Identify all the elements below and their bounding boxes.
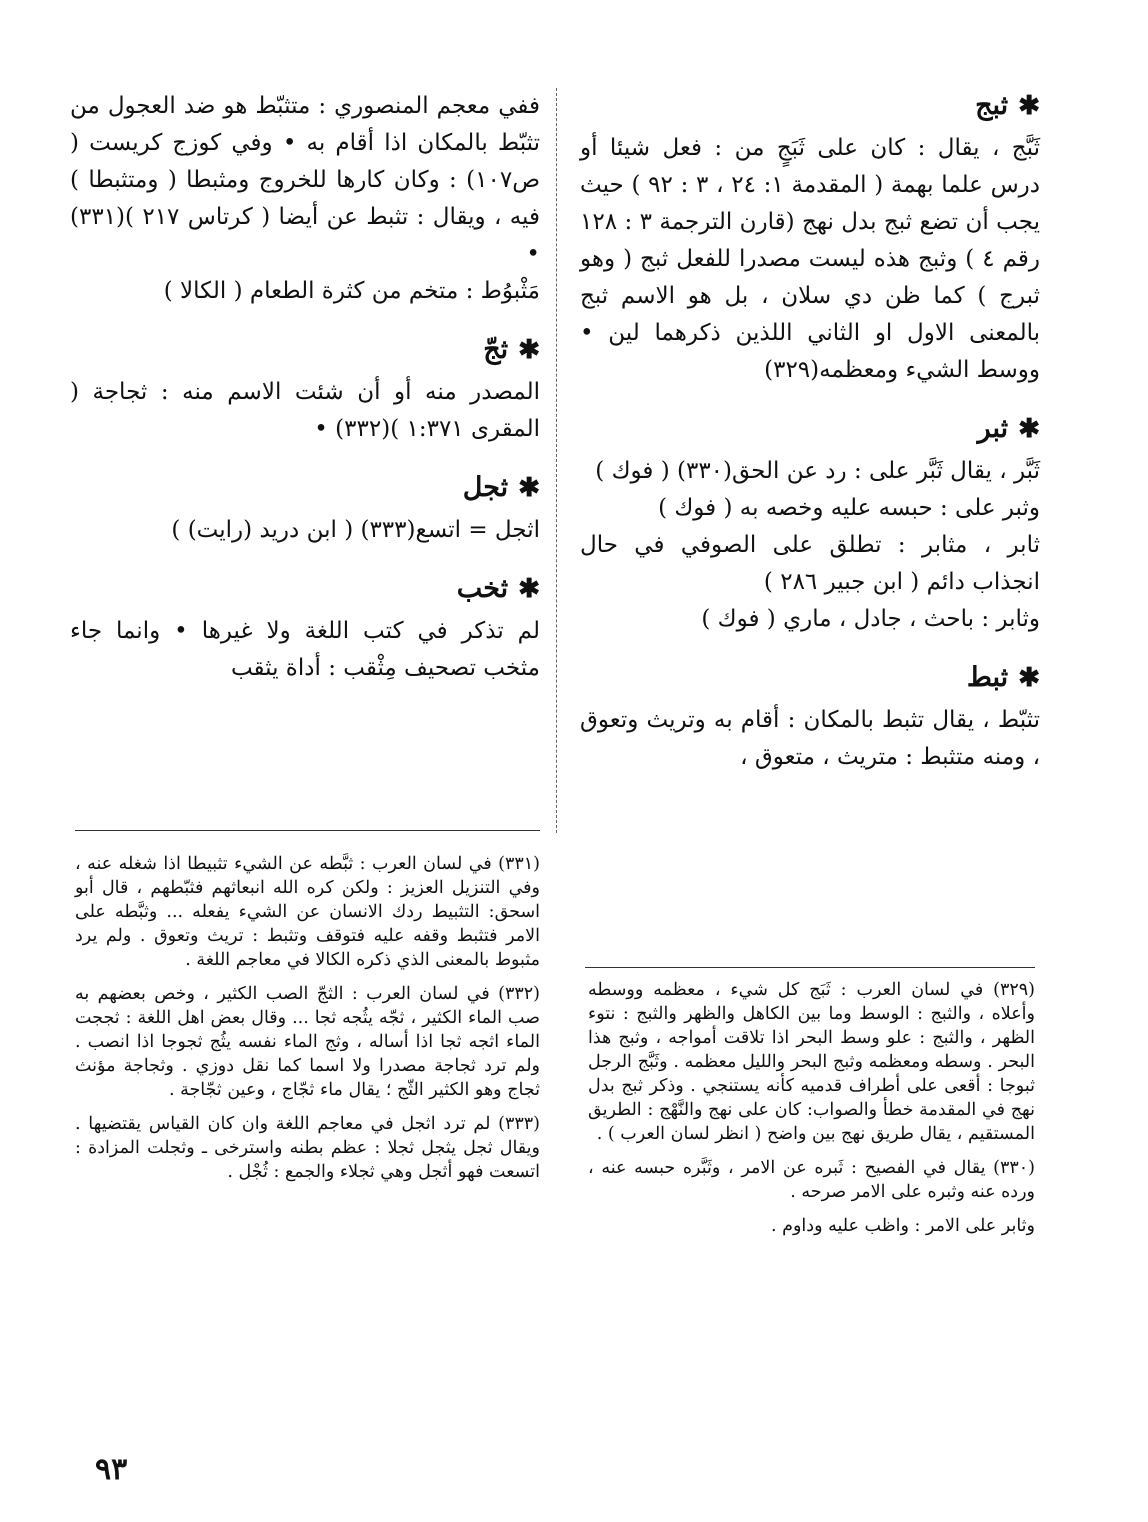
entry-heading (70, 470, 540, 506)
footnote-separator (75, 830, 540, 831)
entry-paragraph: ثَبَّر ، يقال ثَبَّر على : رد عن الحق(٣٣٠) ( فوك ) (595, 458, 1040, 484)
entry-heading (580, 411, 1040, 447)
entry-thajal (70, 470, 540, 549)
footnote-separator (585, 967, 1035, 968)
entry-paragraph: ففي معجم المنصوري : متثبّط هو ضد العجول من تثبّط بالمكان اذا أقام به • وفي كوزج كريست ( ص١٠٧) : وكان كارها للخروج ومثبطا ( ومتثبطا ) فيه ، ويقال : تثبط عن أيضا ( كرتاس ٢١٧ )(٣٣١) • (70, 93, 540, 267)
entry-thabata (580, 660, 1040, 776)
right-column (580, 88, 1040, 798)
asterisk-icon: ✱ (1018, 414, 1040, 444)
entry-heading (70, 332, 540, 368)
entry-thabar (580, 411, 1040, 638)
entry-heading-text: ثبط (966, 662, 1009, 693)
asterisk-icon: ✱ (1018, 663, 1040, 693)
footnote: (٣٣٢) في لسان العرب : الثجّ الصب الكثير ، وخص بعضهم به صب الماء الكثير ، ثجّه يثُجه ثجا ... وقال بعض اهل اللغة : ثججت الماء اثجه ثجا اذا أساله ، وثج الماء نفسه يثُج ثجوجا اذا انصب . ولم ترد ثجاجة مصدرا ولا اسما كما نقل دوزي . وثجاجة مؤنث ثجاج وهو الكثير الثّج ؛ يقال ماء ثجّاج ، وعين ثجّاجة . (75, 984, 540, 1100)
entry-thakhab (70, 571, 540, 687)
entry-paragraph: وثبر على : حبسه عليه وخصه به ( فوك ) (658, 495, 1040, 521)
entry-paragraph: ثابر ، مثابر : تطلق على الصوفي في حال انجذاب دائم ( ابن جبير ٢٨٦ ) (580, 532, 1040, 595)
asterisk-icon: ✱ (518, 473, 540, 503)
entry-paragraph: المصدر منه أو أن شئت الاسم منه : ثجاجة ( المقرى ١:٣٧١ )(٣٣٢) • (70, 379, 540, 442)
entry-paragraph: تثبّط ، يقال تثبط بالمكان : أقام به وتريث وتعوق ، ومنه متثبط : متريث ، متعوق ، (580, 707, 1040, 770)
left-footnotes (75, 852, 540, 1194)
footnote: (٣٣٣) لم ترد اثجل في معاجم اللغة وان كان القياس يقتضيها . ويقال ثجل يثجل ثجلا : عظم بطنه واسترخى ـ وثجلت المزادة : اتسعت فهو أثجل وهي ثجلاء والجمع : ثُجْل . (75, 1114, 540, 1182)
entry-heading-text: ثجّ (483, 334, 509, 365)
asterisk-icon: ✱ (1018, 91, 1040, 121)
entry-heading-text: ثخب (456, 573, 509, 604)
entry-paragraph: لم تذكر في كتب اللغة ولا غيرها • وانما جاء مثخب تصحيف مِثْقب : أداة يثقب (70, 618, 540, 681)
entry-heading (70, 571, 540, 607)
footnote: (٣٢٩) في لسان العرب : ثَبَج كل شيء ، معظمه ووسطه وأعلاه ، والثبج : الوسط وما بين الكاهل والظهر والثبج : نتوء الظهر ، والثبج : علو وسط البحر اذا تلاقت أمواجه ، وثبج هذا البحر . وسطه ومعظمه وثبج البحر والليل معظمه . وثَبَّج الرجل ثبوجا : أقعى على أطراف قدميه كأنه يستنجي . وذكر ثبج بدل نهج في المقدمة خطأ والصواب: كان على نهج والنَّهْج : الطريق المستقيم ، يقال طريق نهج بين واضح ( انظر لسان العرب ) . (588, 980, 1035, 1144)
footnote: (٣٣١) في لسان العرب : ثبَّطه عن الشيء تثبيطا اذا شغله عنه ، وفي التنزيل العزيز : ولكن كره الله انبعاثهم فثبّطهم ، قال أبو اسحق: التثبيط ردك الانسان عن الشيء يفعله ... وثبَّطه على الامر فتثبط وقفه عليه فتوقف وتثبط : تريث وتعوق . ولم يرد مثبوط بالمعنى الذي ذكره الكالا في معاجم اللغة . (75, 854, 540, 970)
entry-heading (580, 88, 1040, 124)
entry-thajja (70, 332, 540, 448)
footnote: (٣٣٠) يقال في الفصيح : ثَبره عن الامر ، وثَبَّره حبسه عنه ، ورده عنه وثبره على الامر صرحه . (588, 1158, 1035, 1202)
entry-heading-text: ثبج (975, 90, 1009, 121)
asterisk-icon: ✱ (518, 574, 540, 604)
right-footnotes (588, 978, 1035, 1248)
asterisk-icon: ✱ (518, 335, 540, 365)
page-number: ٩٣ (95, 1452, 128, 1487)
footnote: وثابر على الامر : واظب عليه وداوم . (771, 1216, 1035, 1236)
entry-heading-text: ثبر (977, 413, 1009, 444)
entry-heading (580, 660, 1040, 696)
entry-paragraph: اثجل = اتسع(٣٣٣) ( ابن دريد (رايت) ) (171, 517, 540, 543)
entry-paragraph: ثَبَّج ، يقال : كان على ثَبَجٍ من : فعل شيئا أو درس علما بهمة ( المقدمة ١: ٢٤ ، ٣ : ٩٢ ) حيث يجب أن تضع ثبج بدل نهج (قارن الترجمة ٣ : ١٢٨ رقم ٤ ) وثبج هذه ليست مصدرا للفعل ثبج ( وهو ثبرج ) كما ظن دي سلان ، بل هو الاسم ثبج بالمعنى الاول او الثاني اللذين ذكرهما لين • ووسط الشيء ومعظمه(٣٢٩) (580, 135, 1041, 383)
entry-paragraph: وثابر : باحث ، جادل ، ماري ( فوك ) (701, 606, 1040, 632)
column-divider (556, 88, 557, 833)
entry-paragraph: مَثْبوُط : متخم من كثرة الطعام ( الكالا ) (163, 278, 540, 304)
entry-heading-text: ثجل (462, 472, 509, 503)
entry-thabata-continued (70, 88, 540, 310)
entry-thabaj (580, 88, 1040, 389)
left-column (70, 88, 540, 709)
